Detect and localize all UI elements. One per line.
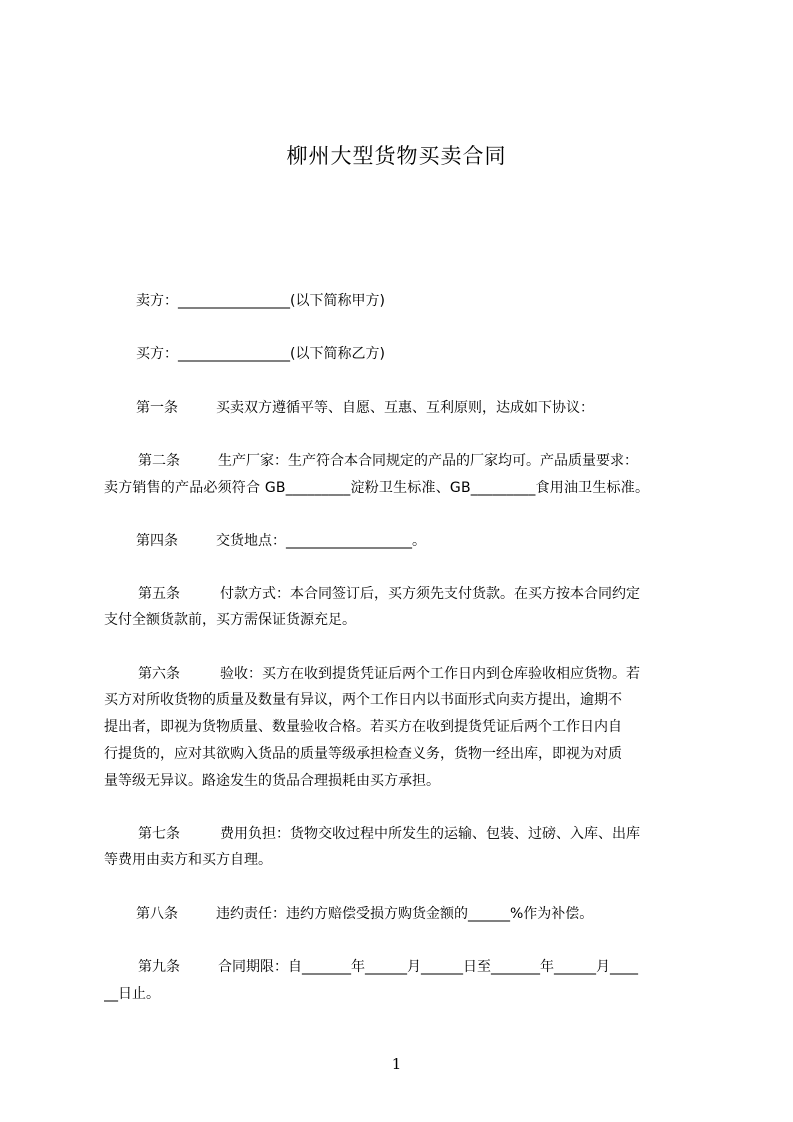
article-5-number: 第五条 — [138, 586, 180, 602]
article-6-line-2 — [104, 685, 704, 715]
article-2-number: 第二条 — [138, 453, 180, 469]
article-8-text: 违约责任：违约方赔偿受损方购货金额的______%作为补偿。 — [216, 906, 594, 922]
article-6-text-2: 买方对所收货物的质量及数量有异议，两个工作日内以书面形式向卖方提出，逾期不 — [104, 692, 622, 708]
article-6-line-5 — [104, 766, 704, 796]
article-9-number: 第九条 — [138, 959, 180, 975]
article-1 — [136, 393, 736, 423]
article-1-number: 第一条 — [136, 400, 178, 416]
article-9-line-2 — [104, 979, 704, 1009]
seller-label: 卖方： — [136, 293, 178, 309]
article-6-line-3 — [104, 712, 704, 742]
article-6-text-1: 验收：买方在收到提货凭证后两个工作日内到仓库验收相应货物。若 — [220, 666, 640, 682]
article-2-text-1: 生产厂家：生产符合本合同规定的产品的厂家均可。产品质量要求： — [218, 453, 638, 469]
article-7-line-2 — [104, 845, 704, 875]
article-6-text-3: 提出者，即视为货物质量、数量验收合格。若买方在收到提货凭证后两个工作日内自 — [104, 719, 622, 735]
article-5-line-2 — [104, 605, 704, 635]
article-2-text-2: 卖方销售的产品必须符合 GB_________淀粉卫生标准、GB_________食用油卫生标准。 — [104, 480, 650, 496]
page-title: 柳州大型货物买卖合同 — [286, 144, 507, 168]
article-4 — [136, 526, 736, 556]
article-9-text-2: __日止。 — [104, 986, 160, 1002]
seller-line — [136, 286, 736, 316]
article-5-text-2: 支付全额货款前，买方需保证货源充足。 — [104, 612, 356, 628]
article-8 — [136, 899, 736, 929]
seller-blank: ________________ — [178, 293, 290, 309]
buyer-line — [136, 339, 736, 369]
article-6-text-5: 量等级无异议。路途发生的货品合理损耗由买方承担。 — [104, 773, 440, 789]
article-2-line-2 — [104, 473, 704, 503]
article-4-number: 第四条 — [136, 533, 178, 549]
page-number: 1 — [391, 1055, 402, 1073]
article-9-text-1: 合同期限：自_______年______月______日至_______年______月____ — [218, 959, 638, 975]
article-7-text-2: 等费用由卖方和买方自理。 — [104, 852, 272, 868]
article-7-number: 第七条 — [138, 826, 180, 842]
article-9-line-1 — [138, 952, 704, 982]
buyer-label: 买方： — [136, 346, 178, 362]
article-6-text-4: 行提货的，应对其欲购入货品的质量等级承担检查义务，货物一经出库，即视为对质 — [104, 746, 622, 762]
article-2-line-1 — [138, 446, 704, 476]
article-4-text: 交货地点：__________________。 — [216, 533, 426, 549]
article-5-text-1: 付款方式：本合同签订后，买方须先支付货款。在买方按本合同约定 — [220, 586, 640, 602]
seller-suffix: (以下简称甲方) — [290, 293, 385, 309]
article-8-number: 第八条 — [136, 906, 178, 922]
article-6-number: 第六条 — [138, 666, 180, 682]
buyer-suffix: (以下简称乙方) — [290, 346, 385, 362]
buyer-blank: ________________ — [178, 346, 290, 362]
article-1-text: 买卖双方遵循平等、自愿、互惠、互利原则，达成如下协议： — [216, 400, 594, 416]
article-7-text-1: 费用负担：货物交收过程中所发生的运输、包装、过磅、入库、出库 — [220, 826, 640, 842]
article-6-line-4 — [104, 739, 704, 769]
